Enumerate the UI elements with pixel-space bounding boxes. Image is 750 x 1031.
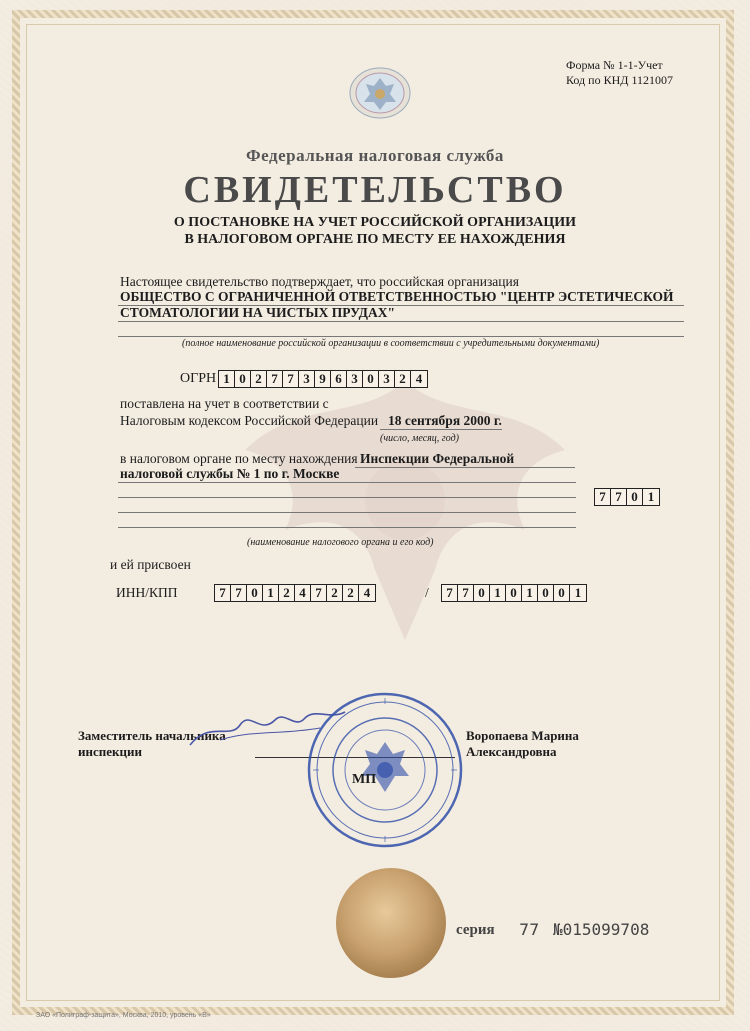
kpp-digit: 0: [538, 585, 554, 601]
inn-digit: 7: [215, 585, 231, 601]
assigned-text: и ей присвоен: [110, 557, 191, 572]
ogrn-digit: 9: [315, 371, 331, 387]
authority-underline-5: [118, 527, 576, 528]
authority-underline-2: [118, 482, 576, 483]
registered-text-1: поставлена на учет в соответствии с: [120, 396, 329, 411]
authority-caption: (наименование налогового органа и его код): [247, 537, 434, 548]
authority-underline-1: [355, 467, 575, 468]
authority-code-digit: 7: [595, 489, 611, 505]
authority-code-digit: 7: [611, 489, 627, 505]
kpp-digit: 0: [506, 585, 522, 601]
signer-name-line-1: Воропаева Марина: [466, 728, 579, 743]
inn-digit: 2: [279, 585, 295, 601]
signer-name: [466, 728, 579, 760]
ogrn-digit: 3: [299, 371, 315, 387]
ogrn-digit: 6: [331, 371, 347, 387]
hologram-emblem-icon: [348, 66, 412, 120]
signer-name-line-2: Александровна: [466, 744, 557, 759]
inn-digit: 2: [327, 585, 343, 601]
registered-text-2: Налоговым кодексом Российской Федерации: [120, 413, 379, 428]
ogrn-digit: 0: [235, 371, 251, 387]
inn-digit: 4: [363, 585, 371, 600]
kpp-digit: 7: [458, 585, 474, 601]
ogrn-digit: 4: [415, 371, 423, 386]
stamp-place-label: МП: [352, 772, 377, 787]
series-value: 77: [519, 920, 540, 939]
ogrn-digit: 7: [267, 371, 283, 387]
ogrn-digit: 1: [219, 371, 235, 387]
inn-digit: 1: [263, 585, 279, 601]
series-label: серия: [456, 922, 495, 938]
org-underline-1: [118, 305, 684, 306]
page-title: СВИДЕТЕЛЬСТВО: [183, 169, 567, 211]
signer-position-line-2: инспекции: [78, 744, 142, 759]
ogrn-digit: 0: [363, 371, 379, 387]
inn-cells: [214, 584, 376, 602]
authority-prefix: в налоговом органе по месту нахождения: [120, 451, 358, 466]
kpp-digit: 1: [490, 585, 506, 601]
ogrn-digit: 2: [395, 371, 411, 387]
kpp-digit: 0: [474, 585, 490, 601]
signer-position-line-1: Заместитель начальника: [78, 728, 226, 743]
date-underline: [380, 429, 502, 430]
official-seal-icon: [305, 690, 465, 850]
kpp-cells: [441, 584, 587, 602]
inn-kpp-separator: /: [425, 585, 429, 600]
date-caption: (число, месяц, год): [380, 433, 459, 444]
org-underline-2: [118, 321, 684, 322]
inn-digit: 0: [247, 585, 263, 601]
gold-hologram-seal-icon: [336, 868, 446, 978]
ogrn-digit: 2: [251, 371, 267, 387]
inn-kpp-label: ИНН/КПП: [116, 585, 178, 600]
organization-line-2: СТОМАТОЛОГИИ НА ЧИСТЫХ ПРУДАХ": [120, 305, 395, 320]
kpp-digit: 0: [554, 585, 570, 601]
ogrn-digit: 3: [347, 371, 363, 387]
intro-text: Настоящее свидетельство подтверждает, что российская организация: [120, 274, 519, 289]
authority-underline-4: [118, 512, 576, 513]
subtitle-line-1: О ПОСТАНОВКЕ НА УЧЕТ РОССИЙСКОЙ ОРГАНИЗАЦИИ: [173, 215, 577, 230]
registration-date: 18 сентября 2000 г.: [388, 413, 502, 428]
kpp-digit: 1: [574, 585, 582, 600]
printer-imprint: ЗАО «Полиграф-защита», Москва, 2010, уровень «В»: [36, 1012, 211, 1019]
subtitle-line-2: В НАЛОГОВОМ ОРГАНЕ ПО МЕСТУ ЕЕ НАХОЖДЕНИЯ: [184, 232, 566, 247]
knd-code: Код по КНД 1121007: [566, 73, 673, 87]
form-number: Форма № 1-1-Учет: [566, 58, 663, 72]
organization-line-1: ОБЩЕСТВО С ОГРАНИЧЕННОЙ ОТВЕТСТВЕННОСТЬЮ "ЦЕНТР ЭСТЕТИЧЕСКОЙ: [120, 289, 674, 304]
kpp-digit: 1: [522, 585, 538, 601]
inn-digit: 7: [231, 585, 247, 601]
ogrn-cells: [218, 370, 428, 388]
ogrn-digit: 7: [283, 371, 299, 387]
inn-digit: 4: [295, 585, 311, 601]
service-name: Федеральная налоговая служба: [246, 146, 504, 165]
inn-digit: 7: [311, 585, 327, 601]
authority-line-1: Инспекции Федеральной: [360, 451, 515, 466]
authority-code-cells: [594, 488, 660, 506]
subtitle: [0, 214, 750, 248]
authority-underline-3: [118, 497, 576, 498]
authority-code-digit: 1: [647, 489, 655, 504]
kpp-digit: 7: [442, 585, 458, 601]
ogrn-label: ОГРН: [180, 371, 217, 386]
org-underline-3: [118, 336, 684, 337]
organization-caption: (полное наименование российской организации в соответствии с учредительными документами): [182, 338, 600, 349]
ogrn-digit: 3: [379, 371, 395, 387]
form-code: [566, 58, 673, 88]
certificate-number: №015099708: [553, 920, 650, 939]
inn-digit: 2: [343, 585, 359, 601]
authority-line-2: налоговой службы № 1 по г. Москве: [120, 466, 340, 481]
authority-code-digit: 0: [627, 489, 643, 505]
